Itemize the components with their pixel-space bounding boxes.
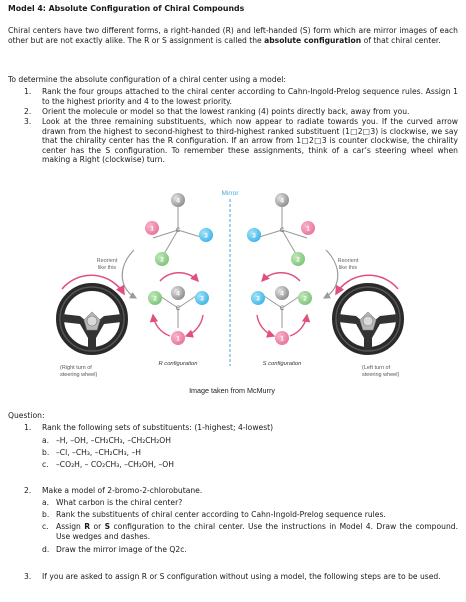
left-steering-wheel	[60, 275, 124, 351]
intro-paragraph: Chiral centers have two different forms, a right-handed (R) and left-handed (S) form which are mirror images of each other but are not exactly alike. The R or S assignment is called the absolute configuration of that chiral center.	[8, 26, 458, 45]
svg-text:4: 4	[176, 197, 180, 205]
svg-text:1: 1	[150, 225, 154, 233]
q2c-letter: c.	[42, 522, 49, 531]
right-wheel-caption-2: steering wheel)	[362, 372, 400, 378]
q2a-letter: a.	[42, 498, 50, 507]
q1c-text: –CO₂H, – CO₂CH₃, –CH₂OH, –OH	[56, 460, 174, 469]
svg-text:C: C	[279, 228, 285, 234]
right-molecule-top	[247, 193, 315, 266]
step-2: Orient the molecule or model so that the lowest ranking (4) points directly back, away from you.	[42, 107, 410, 116]
mirror-label: Mirror	[221, 190, 239, 197]
r-configuration-molecule	[148, 273, 209, 345]
left-wheel-caption-1: (Right turn of	[60, 365, 92, 371]
svg-text:C: C	[279, 306, 285, 312]
step-3: Look at the three remaining substituents, which now appear to radiate towards you. If the curved arrow drawn from the highest to second-highest to third-highest ranked substituent (1□2□3) is clockwise, we say that the chirality center has the R configuration. If an arrow from 1□2□3 is counter clockwise, the chirality center has the S configuration. To remember these assignments, think of a car’s steering wheel when making a Right (clockwise) turn.	[42, 117, 458, 165]
q1c-letter: c.	[42, 460, 49, 469]
q1b-text: –Cl, –CH₃, –CH₂CH₃, –H	[56, 448, 141, 457]
q2c-text: Assign R or S configuration to the chiral center. Use the instructions in Model 4. Draw the compound. Use wedges and dashes.	[56, 522, 458, 541]
step-number: 3.	[24, 117, 32, 126]
reorient-right-label-2: like this	[338, 265, 358, 271]
svg-text:3: 3	[256, 295, 260, 303]
s-configuration-label: S configuration	[262, 361, 302, 367]
chirality-figure	[0, 188, 466, 406]
step-number: 2.	[24, 107, 32, 116]
reorient-left-label-1: Reorient	[96, 258, 118, 264]
page-title: Model 4: Absolute Configuration of Chiral Compounds	[8, 4, 245, 13]
svg-text:2: 2	[160, 256, 164, 264]
svg-text:3: 3	[200, 295, 204, 303]
q1a-text: –H, –OH, –CH₂CH₃, –CH₂CH₂OH	[56, 436, 171, 445]
procedure-intro: To determine the absolute configuration of a chiral center using a model:	[8, 75, 286, 84]
q1b-letter: b.	[42, 448, 50, 457]
reorient-right-label-1: Reorient	[337, 258, 359, 264]
svg-text:C: C	[175, 306, 181, 312]
svg-text:2: 2	[303, 295, 307, 303]
q1-text: Rank the following sets of substituents: (1-highest; 4-lowest)	[42, 423, 274, 432]
svg-text:3: 3	[204, 232, 208, 240]
reorient-left-arrow	[122, 250, 136, 298]
left-molecule-top	[145, 193, 213, 266]
q3-number: 3.	[24, 572, 32, 581]
svg-text:C: C	[175, 228, 181, 234]
svg-text:1: 1	[280, 335, 284, 343]
q2d-letter: d.	[42, 545, 50, 554]
svg-text:2: 2	[296, 256, 300, 264]
q2a-text: What carbon is the chiral center?	[56, 498, 183, 507]
step-number: 1.	[24, 87, 32, 96]
svg-text:4: 4	[280, 290, 284, 298]
q1-number: 1.	[24, 423, 32, 432]
q2b-letter: b.	[42, 510, 50, 519]
svg-text:1: 1	[176, 335, 180, 343]
reorient-right-arrow	[324, 250, 338, 298]
image-credit: Image taken from McMurry	[189, 386, 275, 395]
q2-text: Make a model of 2-bromo-2-chlorobutane.	[42, 486, 203, 495]
r-configuration-label: R configuration	[158, 361, 198, 367]
svg-text:4: 4	[280, 197, 284, 205]
q2d-text: Draw the mirror image of the Q2c.	[56, 545, 187, 554]
reorient-left-label-2: like this	[97, 265, 117, 271]
question-label: Question:	[8, 411, 45, 420]
right-wheel-caption-1: (Left turn of	[362, 365, 391, 371]
s-configuration-molecule	[251, 273, 312, 345]
left-wheel-caption-2: steering wheel)	[60, 372, 98, 378]
svg-text:2: 2	[153, 295, 157, 303]
q2-number: 2.	[24, 486, 32, 495]
q3-text: If you are asked to assign R or S configuration without using a model, the following steps are to be used.	[42, 572, 441, 581]
q2b-text: Rank the substituents of chiral center according to Cahn-Ingold-Prelog sequence rules.	[56, 510, 386, 519]
right-steering-wheel	[336, 275, 400, 351]
svg-text:3: 3	[252, 232, 256, 240]
svg-text:4: 4	[176, 290, 180, 298]
step-1: Rank the four groups attached to the chiral center according to Cahn-Ingold-Prelog sequence rules. Assign 1 to the highest priority and 4 to the lowest priority.	[42, 87, 458, 106]
q1a-letter: a.	[42, 436, 50, 445]
svg-text:1: 1	[306, 225, 310, 233]
